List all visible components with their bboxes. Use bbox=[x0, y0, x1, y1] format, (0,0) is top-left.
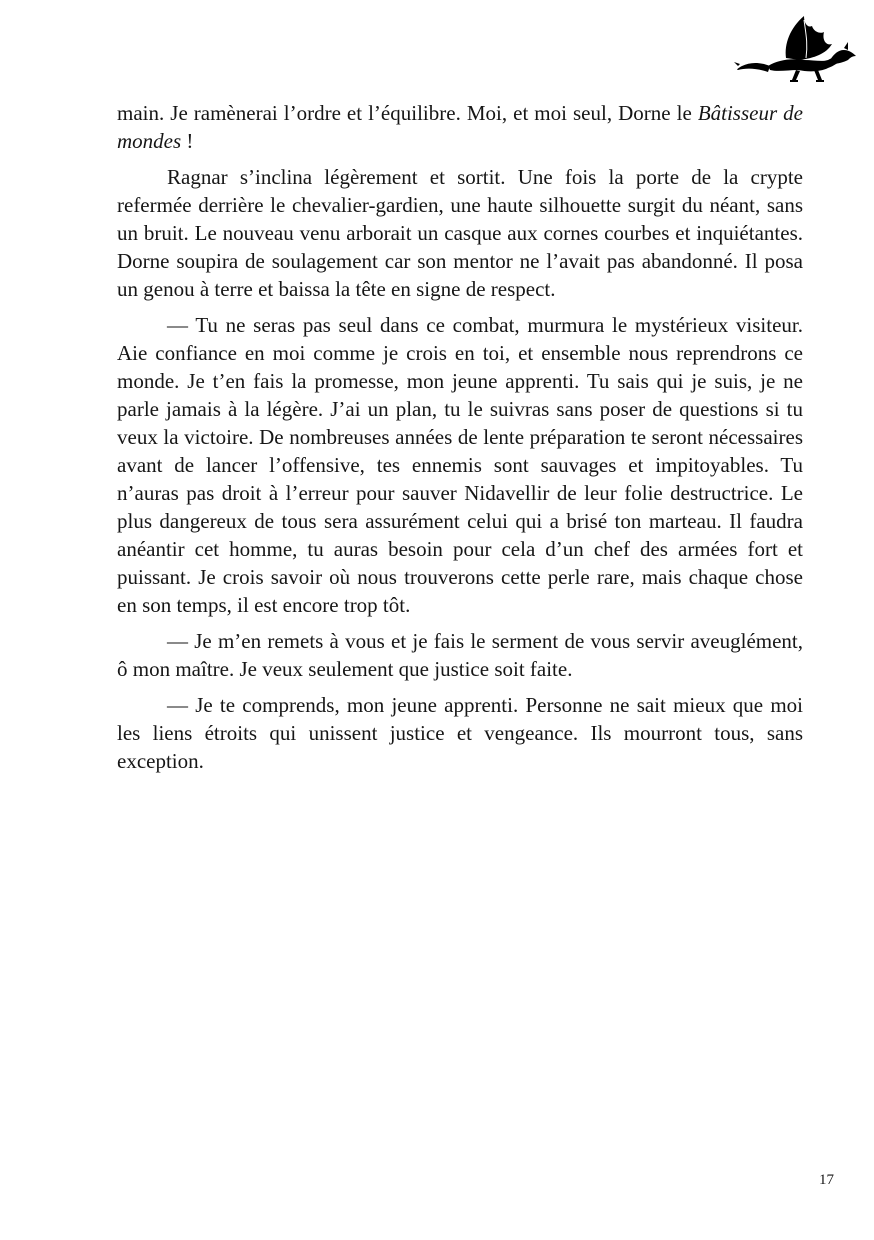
paragraph: — Je m’en remets à vous et je fais le serment de vous servir aveuglément, ô mon maître. Je veux seulement que justice soit faite. bbox=[117, 629, 803, 681]
book-title-italic: Bâtisseur de mondes bbox=[117, 101, 803, 153]
paragraph: Ragnar s’inclina légèrement et sortit. Une fois la porte de la crypte refermée derrière le chevalier-gardien, une haute silhouette surgit du néant, sans un bruit. Le nouveau venu arborait un casque aux cornes courbes et inquiétantes. Dorne soupira de soulagement car son mentor ne l’avait pas abandonné. Il posa un genou à terre et baissa la tête en signe de respect. bbox=[117, 165, 803, 301]
paragraph-text: main. Je ramènerai l’ordre et l’équilibre. Moi, et moi seul, Dorne le bbox=[117, 101, 698, 125]
dragon-icon bbox=[734, 14, 862, 84]
body-text bbox=[117, 99, 803, 783]
paragraph bbox=[117, 99, 803, 155]
paragraph: — Je te comprends, mon jeune apprenti. Personne ne sait mieux que moi les liens étroits qui unissent justice et vengeance. Ils mourront tous, sans exception. bbox=[117, 693, 803, 773]
paragraph: — Tu ne seras pas seul dans ce combat, murmura le mystérieux visiteur. Aie confiance en moi comme je crois en toi, et ensemble nous reprendrons ce monde. Je t’en fais la promesse, mon jeune apprenti. Tu sais qui je suis, je ne parle jamais à la légère. J’ai un plan, tu le suivras sans poser de questions si tu veux la victoire. De nombreuses années de lente préparation te seront nécessaires avant de lancer l’offensive, tes ennemis sont sauvages et impitoyables. Tu n’auras pas droit à l’erreur pour sauver Nidavellir de leur folie destructrice. Le plus dangereux de tous sera assurément celui qui a brisé ton marteau. Il faudra anéantir cet homme, tu auras besoin pour cela d’un chef des armées fort et puissant. Je crois savoir où nous trouverons cette perle rare, mais chaque chose en son temps, il est encore trop tôt. bbox=[117, 313, 803, 617]
paragraph-tail: ! bbox=[181, 129, 194, 153]
page-number: 17 bbox=[819, 1172, 834, 1188]
